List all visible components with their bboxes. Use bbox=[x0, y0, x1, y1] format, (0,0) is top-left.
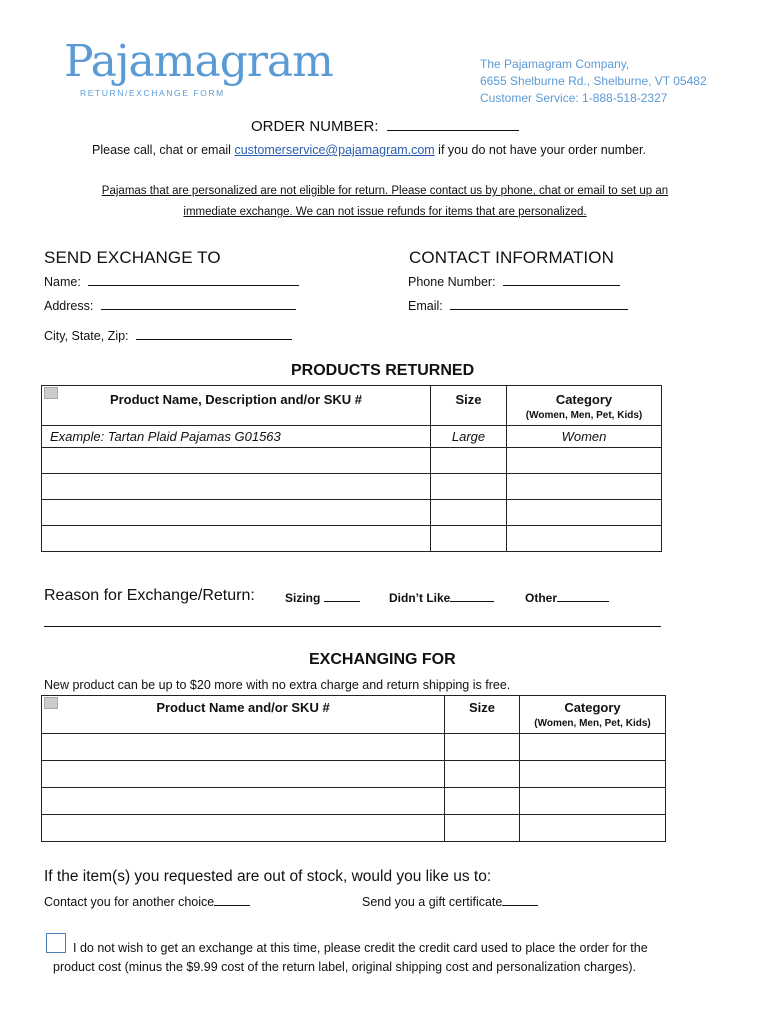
table-row bbox=[42, 426, 662, 448]
logo-wordmark: Pajamagram bbox=[64, 36, 333, 87]
table-row[interactable] bbox=[42, 500, 662, 526]
refund-text: I do not wish to get an exchange at this time, please credit the credit card used to place the order for the product cost (minus the $9.99 cost of the return label, original shipping cost and personalization charges). bbox=[53, 941, 648, 974]
order-number-label: ORDER NUMBER: bbox=[251, 118, 379, 135]
table-row[interactable] bbox=[42, 788, 666, 815]
address-label: Address: bbox=[44, 299, 94, 313]
exchanging-for-heading: EXCHANGING FOR bbox=[309, 651, 456, 668]
exchange-note: New product can be up to $20 more with no extra charge and return shipping is free. bbox=[44, 678, 511, 692]
address-row bbox=[44, 299, 296, 313]
city-state-zip-row bbox=[44, 329, 292, 343]
example-size: Large bbox=[431, 426, 507, 448]
phone-row bbox=[408, 275, 620, 289]
col-category: Category (Women, Men, Pet, Kids) bbox=[507, 386, 662, 426]
products-returned-table bbox=[41, 385, 662, 552]
city-state-zip-field[interactable] bbox=[136, 339, 292, 340]
table-row[interactable] bbox=[42, 761, 666, 788]
logo-tagline: RETURN/EXCHANGE FORM bbox=[80, 88, 225, 98]
company-address-block bbox=[480, 56, 707, 107]
company-name: The Pajamagram Company, bbox=[480, 57, 630, 71]
name-label: Name: bbox=[44, 275, 81, 289]
category-hint: (Women, Men, Pet, Kids) bbox=[525, 410, 643, 421]
order-number-note: Please call, chat or email customerservice@pajamagram.com if you do not have your order number. bbox=[92, 143, 646, 157]
phone-field[interactable] bbox=[503, 285, 620, 286]
contact-info-heading: CONTACT INFORMATION bbox=[409, 248, 614, 267]
name-field[interactable] bbox=[88, 285, 299, 286]
reason-row bbox=[44, 587, 255, 605]
reason-line[interactable] bbox=[44, 626, 661, 627]
reason-didnt-like[interactable]: Didn’t Like bbox=[389, 591, 494, 605]
table-row[interactable] bbox=[42, 474, 662, 500]
name-row bbox=[44, 275, 299, 289]
example-product: Example: Tartan Plaid Pajamas G01563 bbox=[42, 426, 431, 448]
stock-option-gift-certificate[interactable]: Send you a gift certificate bbox=[362, 895, 538, 909]
products-returned-heading: PRODUCTS RETURNED bbox=[291, 362, 475, 379]
col-category: Category (Women, Men, Pet, Kids) bbox=[520, 696, 666, 734]
email-row bbox=[408, 299, 628, 313]
customer-service: Customer Service: 1-888-518-2327 bbox=[480, 91, 668, 105]
email-field[interactable] bbox=[450, 309, 628, 310]
logo bbox=[64, 36, 333, 98]
company-address: 6655 Shelburne Rd., Shelburne, VT 05482 bbox=[480, 74, 707, 88]
table-row[interactable] bbox=[42, 815, 666, 842]
out-of-stock-question: If the item(s) you requested are out of stock, would you like us to: bbox=[44, 868, 492, 885]
col-product-name: Product Name and/or SKU # bbox=[42, 696, 445, 734]
stock-option-contact[interactable]: Contact you for another choice bbox=[44, 895, 250, 909]
col-size: Size bbox=[445, 696, 520, 734]
phone-label: Phone Number: bbox=[408, 275, 496, 289]
col-product-name: Product Name, Description and/or SKU # bbox=[42, 386, 431, 426]
city-state-zip-label: City, State, Zip: bbox=[44, 329, 129, 343]
order-number-field[interactable] bbox=[387, 130, 519, 131]
exchanging-for-table bbox=[41, 695, 666, 842]
customer-service-email-link[interactable]: customerservice@pajamagram.com bbox=[234, 143, 435, 157]
email-label: Email: bbox=[408, 299, 443, 313]
address-field[interactable] bbox=[101, 309, 296, 310]
category-hint: (Women, Men, Pet, Kids) bbox=[534, 718, 651, 729]
col-size: Size bbox=[431, 386, 507, 426]
reason-other[interactable]: Other bbox=[525, 591, 609, 605]
table-row[interactable] bbox=[42, 734, 666, 761]
reason-sizing[interactable]: Sizing bbox=[285, 591, 360, 605]
send-exchange-heading: SEND EXCHANGE TO bbox=[44, 248, 221, 267]
table-row[interactable] bbox=[42, 448, 662, 474]
personalized-policy: Pajamas that are personalized are not eligible for return. Please contact us by phone, chat or email to set up an immediate exchange. We can not issue refunds for items that are personalized. bbox=[101, 185, 669, 218]
table-row[interactable] bbox=[42, 526, 662, 552]
order-number-row bbox=[251, 118, 519, 135]
reason-label: Reason for Exchange/Return: bbox=[44, 587, 255, 604]
example-category: Women bbox=[507, 426, 662, 448]
